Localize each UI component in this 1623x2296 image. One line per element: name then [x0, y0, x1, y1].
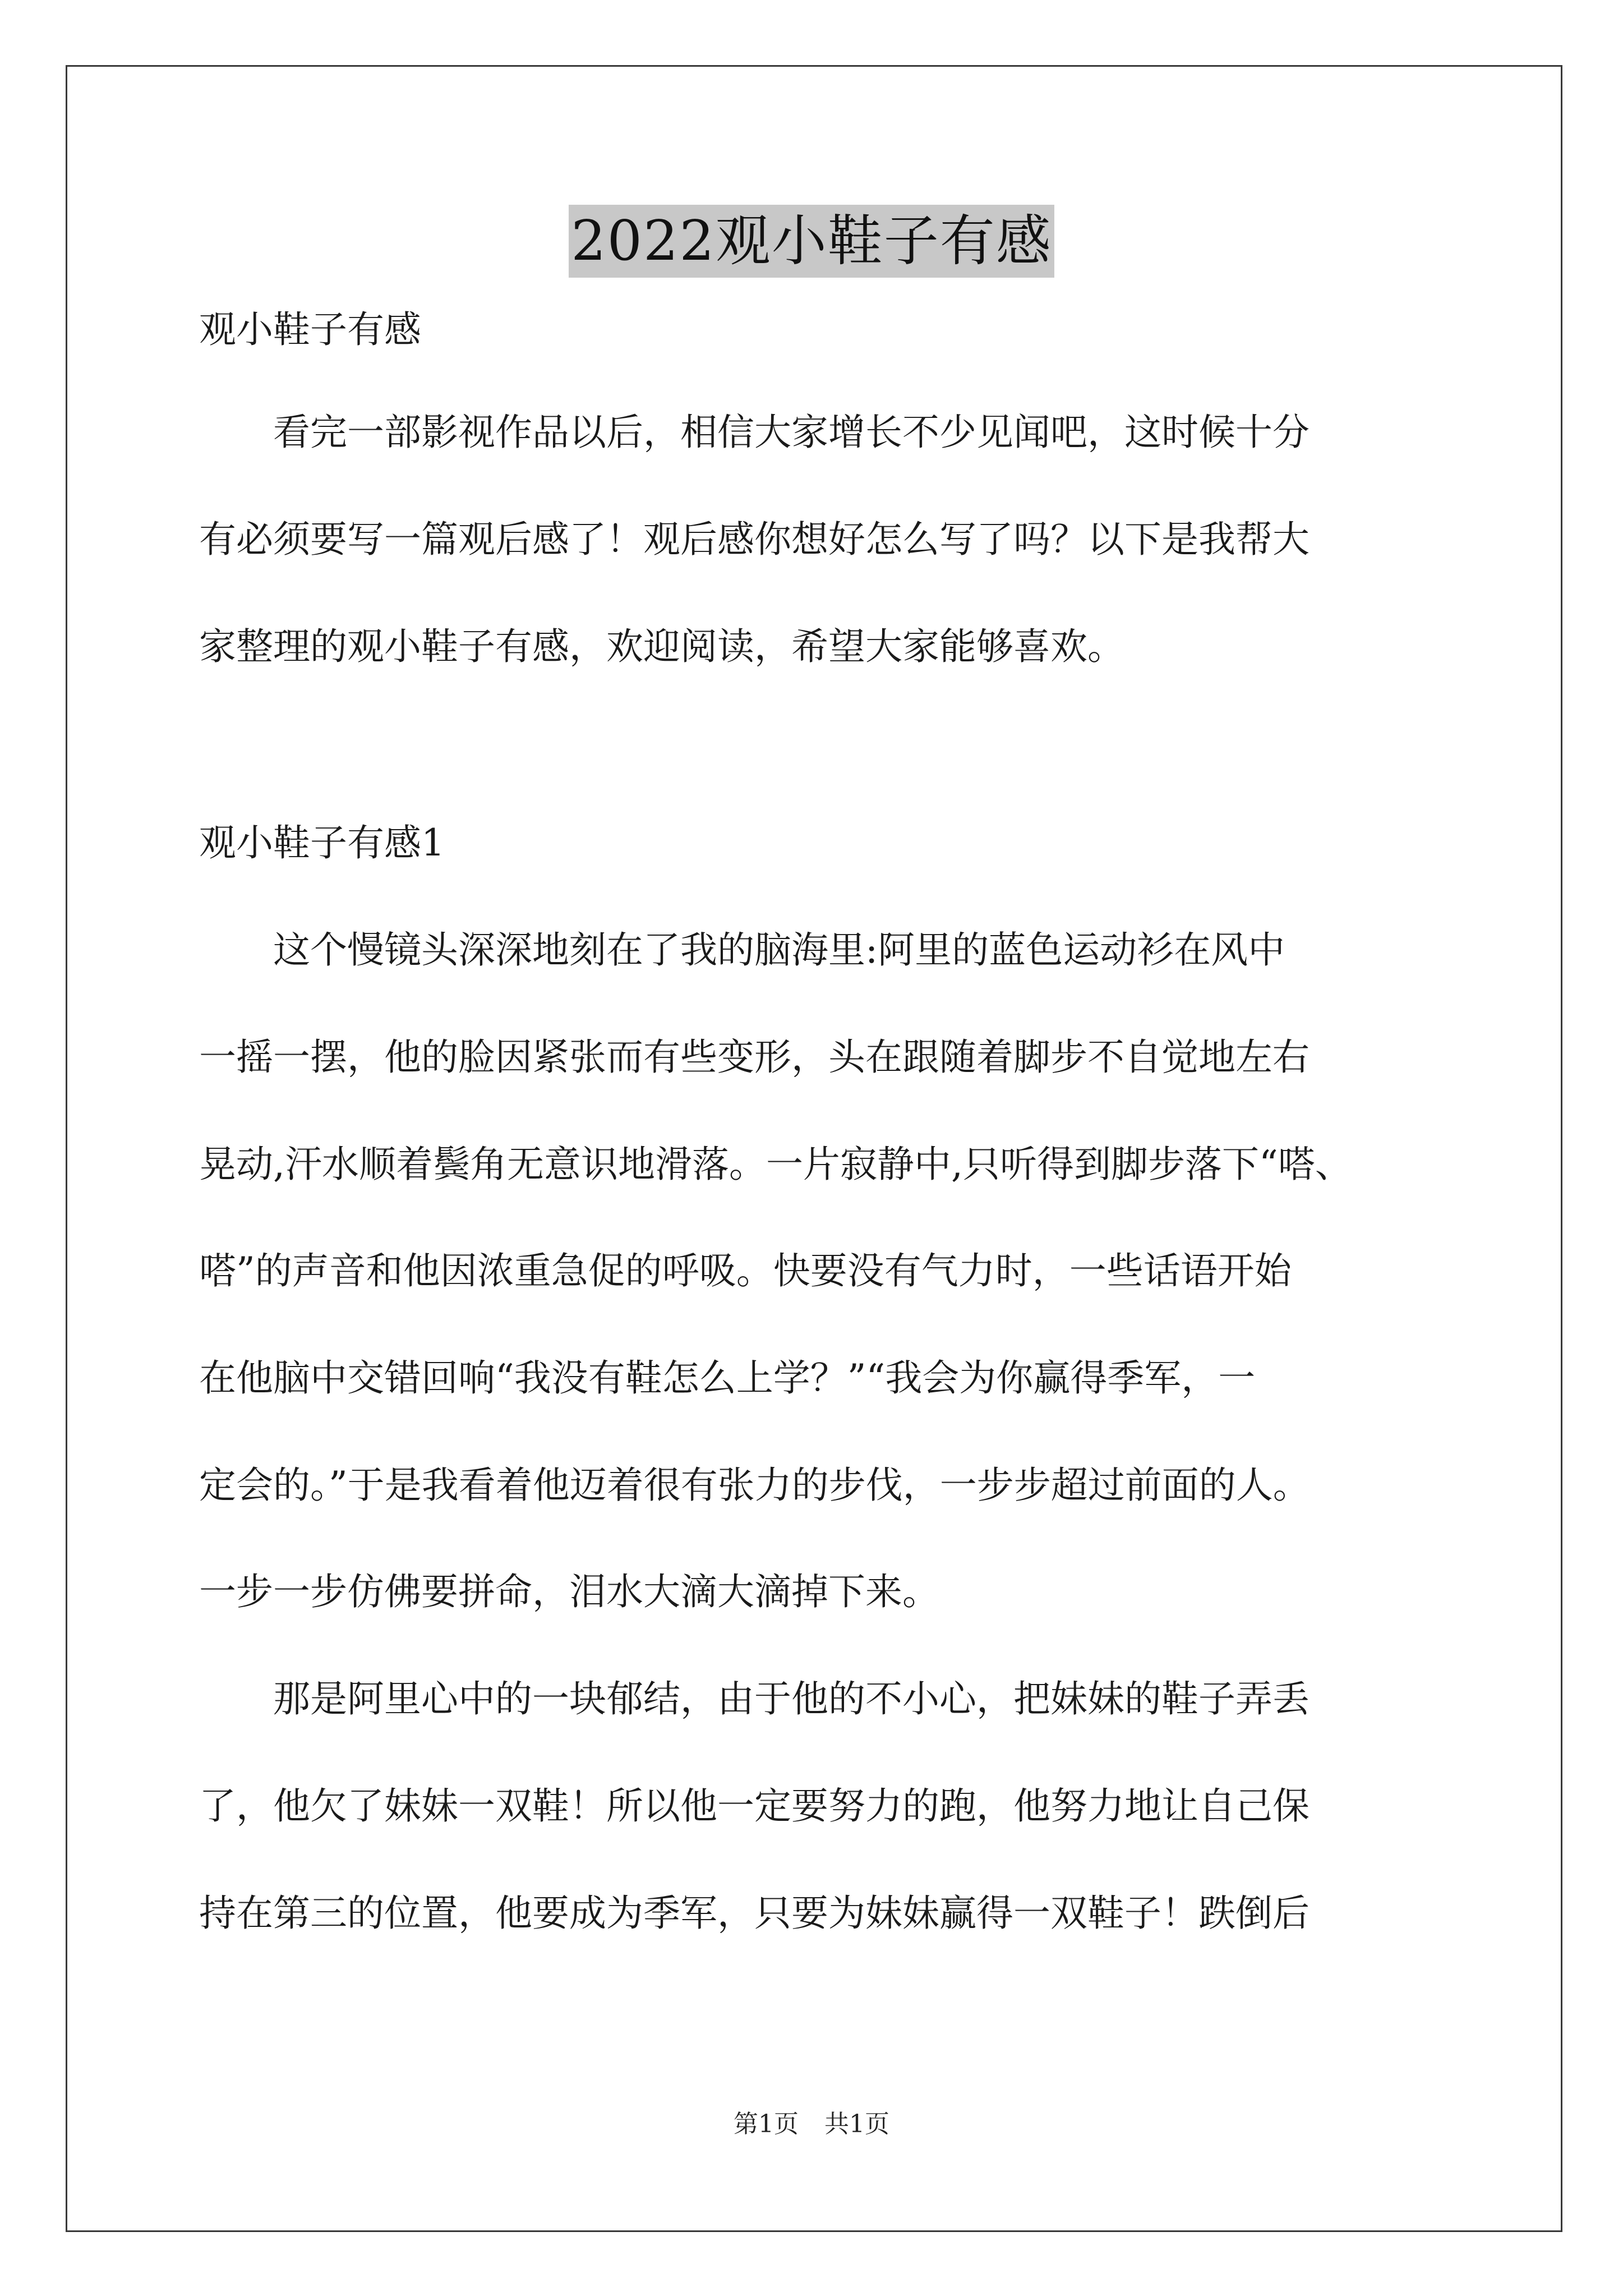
subtitle: 观小鞋子有感 [199, 308, 421, 351]
para1-line-6: 定会的。”于是我看着他迈着很有张力的步伐，一步步超过前面的人。 [199, 1464, 1310, 1507]
page-footer [0, 2108, 1623, 2141]
para1-line-5: 在他脑中交错回响“我没有鞋怎么上学？”“我会为你赢得季军，一 [199, 1356, 1256, 1400]
para2-line-3: 持在第三的位置，他要成为季军，只要为妹妹赢得一双鞋子！跌倒后 [199, 1892, 1310, 1935]
para2-line-1: 那是阿里心中的一块郁结，由于他的不小心，把妹妹的鞋子弄丢 [199, 1677, 1310, 1720]
intro-line-1: 看完一部影视作品以后，相信大家增长不少见闻吧，这时候十分 [199, 411, 1310, 454]
para1-line-2: 一摇一摆，他的脸因紧张而有些变形，头在跟随着脚步不自觉地左右 [199, 1036, 1310, 1079]
intro-line-2: 有必须要写一篇观后感了！观后感你想好怎么写了吗？以下是我帮大 [199, 518, 1310, 561]
para1-line-3: 晃动,汗水顺着鬓角无意识地滑落。一片寂静中,只听得到脚步落下“嗒、 [199, 1143, 1352, 1186]
para1-line-4: 嗒”的声音和他因浓重急促的呼吸。快要没有气力时，一些话语开始 [199, 1249, 1292, 1292]
para1-line-1: 这个慢镜头深深地刻在了我的脑海里:阿里的蓝色运动衫在风中 [199, 928, 1285, 972]
section-heading: 观小鞋子有感1 [199, 821, 445, 864]
page-total: 共1页 [824, 2110, 889, 2138]
document-title: 2022观小鞋子有感 [569, 205, 1054, 278]
para2-line-2: 了，他欠了妹妹一双鞋！所以他一定要努力的跑，他努力地让自己保 [199, 1784, 1310, 1828]
intro-line-3: 家整理的观小鞋子有感，欢迎阅读，希望大家能够喜欢。 [199, 625, 1124, 668]
page-number: 第1页 [734, 2110, 799, 2138]
title-wrap [0, 205, 1623, 278]
para1-line-7: 一步一步仿佛要拼命，泪水大滴大滴掉下来。 [199, 1570, 939, 1613]
